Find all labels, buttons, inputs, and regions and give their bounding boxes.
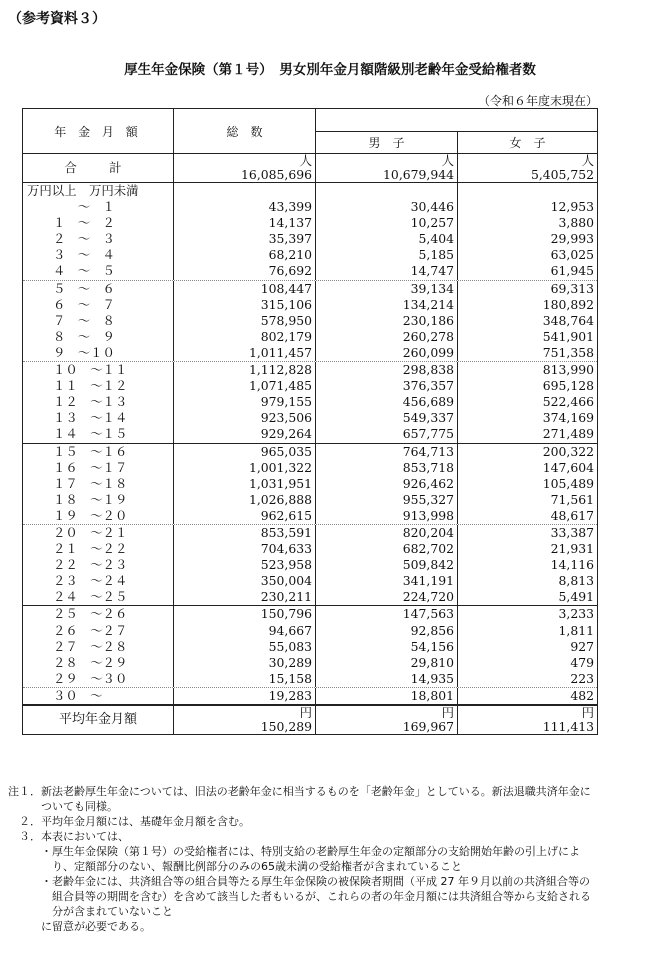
average-row: [23, 704, 597, 734]
bracket-cell: ～ １: [53, 199, 115, 215]
footnote-line: 分が含まれていないこと: [8, 905, 173, 918]
table-row: [23, 589, 597, 605]
bracket-cell: ６ ～ ７: [53, 296, 115, 312]
bracket-cell: １２ ～１３: [53, 394, 128, 410]
male-cell: 682,702: [315, 541, 457, 557]
footnote-line: に留意が必要である。: [8, 920, 151, 933]
table-row: [23, 410, 597, 426]
male-cell: 853,718: [315, 460, 457, 476]
total-cell: 14,137: [173, 215, 315, 231]
female-cell: 271,489: [457, 426, 597, 442]
total-cell: 350,004: [173, 573, 315, 589]
table-row: [23, 460, 597, 476]
range-header-row: [23, 183, 597, 199]
total-cell: 150,796: [173, 606, 315, 622]
total-male-cell: [315, 154, 457, 182]
bracket-cell: １８ ～１９: [53, 491, 128, 507]
total-cell: 1,026,888: [173, 492, 315, 508]
female-cell: 927: [457, 639, 597, 655]
male-cell: 39,134: [315, 281, 457, 297]
pension-table: [22, 108, 598, 735]
female-cell: 8,813: [457, 573, 597, 589]
total-row: [23, 154, 597, 183]
female-cell: 21,931: [457, 541, 597, 557]
bracket-cell: ２３ ～２４: [53, 573, 128, 589]
total-cell: 19,283: [173, 688, 315, 704]
total-cell: 1,001,322: [173, 460, 315, 476]
male-cell: 29,810: [315, 655, 457, 671]
total-cell: 76,692: [173, 263, 315, 279]
total-cell: 1,112,828: [173, 362, 315, 378]
table-row: [23, 671, 597, 687]
total-cell: 30,289: [173, 655, 315, 671]
total-cell: 1,071,485: [173, 378, 315, 394]
bracket-cell: ５ ～ ６: [53, 280, 115, 296]
bracket-cell: ２６ ～２７: [53, 622, 128, 638]
bracket-cell: ２５ ～２６: [53, 606, 128, 622]
table-row: [23, 524, 597, 541]
bracket-cell: ２０ ～２１: [53, 524, 128, 540]
unit-person: 人: [299, 153, 312, 168]
female-cell: 348,764: [457, 313, 597, 329]
female-cell: 63,025: [457, 247, 597, 263]
total-cell: 523,958: [173, 557, 315, 573]
female-cell: 29,993: [457, 231, 597, 247]
table-row: [23, 361, 597, 378]
male-cell: 260,278: [315, 329, 457, 345]
table-row: [23, 476, 597, 492]
total-cell: 94,667: [173, 623, 315, 639]
bracket-cell: １３ ～１４: [53, 410, 128, 426]
total-cell: 1,011,457: [173, 345, 315, 361]
bracket-cell: ２８ ～２９: [53, 654, 128, 670]
header-female: 女 子: [457, 132, 597, 154]
total-cell: 578,950: [173, 313, 315, 329]
male-cell: 230,186: [315, 313, 457, 329]
total-cell: 929,264: [173, 426, 315, 442]
bracket-cell: ２１ ～２２: [53, 541, 128, 557]
male-cell: 549,337: [315, 410, 457, 426]
female-cell: 48,617: [457, 508, 597, 524]
male-cell: 54,156: [315, 639, 457, 655]
footnote-line: ・厚生年金保険（第１号）の受給権者には、特別支給の老齢厚生年金の定額部分の支給開始年齢の引上げによ: [8, 845, 580, 858]
female-cell: 71,561: [457, 492, 597, 508]
table-row: [23, 378, 597, 394]
table-row: [23, 394, 597, 410]
total-label: 合 計: [64, 160, 132, 175]
total-cell: 43,399: [173, 199, 315, 215]
bracket-cell: ２９ ～３０: [53, 670, 128, 686]
male-cell: 10,257: [315, 215, 457, 231]
male-cell: 134,214: [315, 297, 457, 313]
footnote-line: 注１．新法老齢厚生年金については、旧法の老齢年金に相当するものを「老齢年金」としている。新法退職共済年金に: [8, 785, 591, 798]
footnote-line: ・老齢年金には、共済組合等の組合員等たる厚生年金保険の被保険者期間（平成 27 年９月以前の共済組合等の: [8, 875, 590, 888]
total-cell: 68,210: [173, 247, 315, 263]
total-cell: 315,106: [173, 297, 315, 313]
table-row: [23, 215, 597, 231]
bracket-cell: ７ ～ ８: [53, 312, 115, 328]
unit-person: 人: [581, 153, 594, 168]
table-row: [23, 199, 597, 215]
total-cell: 853,591: [173, 525, 315, 541]
male-cell: 298,838: [315, 362, 457, 378]
table-row: [23, 297, 597, 313]
table-row: [23, 573, 597, 589]
total-cell: 230,211: [173, 589, 315, 605]
female-cell: 200,322: [457, 444, 597, 460]
average-total-value: 150,289: [260, 719, 312, 734]
table-row: [23, 655, 597, 671]
female-cell: 751,358: [457, 345, 597, 361]
table-row: [23, 313, 597, 329]
male-cell: 5,185: [315, 247, 457, 263]
bracket-cell: １９ ～２０: [53, 507, 128, 523]
male-cell: 955,327: [315, 492, 457, 508]
bracket-cell: ２７ ～２８: [53, 638, 128, 654]
female-cell: 12,953: [457, 199, 597, 215]
female-cell: 69,313: [457, 281, 597, 297]
male-cell: 509,842: [315, 557, 457, 573]
table-row: [23, 557, 597, 573]
table-body: [23, 199, 597, 704]
male-cell: 92,856: [315, 623, 457, 639]
table-row: [23, 280, 597, 297]
male-cell: 14,747: [315, 263, 457, 279]
female-cell: 482: [457, 688, 597, 704]
footnote-line: ついても同様。: [8, 800, 118, 813]
reference-label: （参考資料３）: [8, 11, 106, 27]
male-cell: 341,191: [315, 573, 457, 589]
female-cell: 5,491: [457, 589, 597, 605]
total-total-value: 16,085,696: [241, 167, 312, 182]
footnote-line: り、定額部分のない、報酬比例部分のみの65歳未満の受給権者が含まれていること: [8, 860, 462, 873]
average-female-value: 111,413: [542, 719, 594, 734]
bracket-cell: ２２ ～２３: [53, 557, 128, 573]
average-male-cell: [315, 706, 457, 734]
female-cell: 3,880: [457, 215, 597, 231]
average-female-cell: [457, 706, 597, 734]
bracket-cell: １０ ～１１: [53, 362, 128, 378]
range-header: 万円以上 万円未満: [27, 183, 139, 198]
female-cell: 3,233: [457, 606, 597, 622]
total-cell: 704,633: [173, 541, 315, 557]
bracket-cell: １６ ～１７: [53, 459, 128, 475]
as-of-date: （令和６年度末現在）: [477, 94, 598, 108]
unit-yen: 円: [441, 705, 454, 720]
bracket-cell: １ ～ ２: [53, 215, 115, 231]
male-cell: 18,801: [315, 688, 457, 704]
bracket-cell: １５ ～１６: [53, 443, 128, 459]
total-cell: 55,083: [173, 639, 315, 655]
female-cell: 147,604: [457, 460, 597, 476]
bracket-cell: ３０ ～: [53, 687, 103, 703]
female-cell: 479: [457, 655, 597, 671]
total-cell: 923,506: [173, 410, 315, 426]
total-cell: 962,615: [173, 508, 315, 524]
bracket-cell: １７ ～１８: [53, 475, 128, 491]
female-cell: 541,901: [457, 329, 597, 345]
total-total-cell: [173, 154, 315, 182]
male-cell: 926,462: [315, 476, 457, 492]
table-row: [23, 623, 597, 639]
table-row: [23, 263, 597, 279]
bracket-cell: ２ ～ ３: [53, 231, 115, 247]
footnotes: [8, 784, 638, 934]
table-row: [23, 687, 597, 704]
male-cell: 147,563: [315, 606, 457, 622]
total-cell: 802,179: [173, 329, 315, 345]
total-female-cell: [457, 154, 597, 182]
female-cell: 374,169: [457, 410, 597, 426]
table-row: [23, 231, 597, 247]
male-cell: 5,404: [315, 231, 457, 247]
male-cell: 376,357: [315, 378, 457, 394]
table-row: [23, 541, 597, 557]
female-cell: 223: [457, 671, 597, 687]
female-cell: 14,116: [457, 557, 597, 573]
female-cell: 61,945: [457, 263, 597, 279]
female-cell: 695,128: [457, 378, 597, 394]
bracket-cell: ４ ～ ５: [53, 263, 115, 279]
bracket-cell: １１ ～１２: [53, 378, 128, 394]
table-row: [23, 247, 597, 263]
header-total: 総 数: [173, 109, 315, 153]
total-cell: 108,447: [173, 281, 315, 297]
table-row: [23, 492, 597, 508]
bracket-cell: ９ ～１０: [53, 344, 115, 360]
female-cell: 180,892: [457, 297, 597, 313]
bracket-cell: ８ ～ ９: [53, 328, 115, 344]
unit-yen: 円: [299, 705, 312, 720]
header-gender-group: [315, 109, 597, 153]
male-cell: 14,935: [315, 671, 457, 687]
female-cell: 33,387: [457, 525, 597, 541]
total-cell: 965,035: [173, 444, 315, 460]
total-cell: 1,031,951: [173, 476, 315, 492]
male-cell: 260,099: [315, 345, 457, 361]
bracket-cell: １４ ～１５: [53, 426, 128, 442]
male-cell: 224,720: [315, 589, 457, 605]
male-cell: 657,775: [315, 426, 457, 442]
male-cell: 820,204: [315, 525, 457, 541]
unit-person: 人: [441, 153, 454, 168]
footnote-line: ２．平均年金月額には、基礎年金月額を含む。: [8, 815, 250, 828]
female-cell: 105,489: [457, 476, 597, 492]
total-male-value: 10,679,944: [383, 167, 454, 182]
total-cell: 35,397: [173, 231, 315, 247]
header-bracket: 年 金 月 額: [54, 124, 142, 139]
table-row: [23, 426, 597, 442]
bracket-cell: ３ ～ ４: [53, 247, 115, 263]
unit-yen: 円: [581, 705, 594, 720]
header-male: 男 子: [368, 135, 405, 150]
total-cell: 15,158: [173, 671, 315, 687]
table-header: [23, 109, 597, 154]
footnote-line: ３．本表においては、: [8, 830, 129, 843]
table-row: [23, 345, 597, 361]
female-cell: 813,990: [457, 362, 597, 378]
document-title: 厚生年金保険（第１号） 男女別年金月額階級別老齢年金受給権者数: [124, 62, 536, 78]
bracket-cell: ２４ ～２５: [53, 589, 128, 605]
table-row: [23, 639, 597, 655]
female-cell: 1,811: [457, 623, 597, 639]
average-male-value: 169,967: [402, 719, 454, 734]
female-cell: 522,466: [457, 394, 597, 410]
total-female-value: 5,405,752: [530, 167, 594, 182]
table-row: [23, 508, 597, 524]
total-cell: 979,155: [173, 394, 315, 410]
male-cell: 456,689: [315, 394, 457, 410]
male-cell: 913,998: [315, 508, 457, 524]
average-total-cell: [173, 706, 315, 734]
table-row: [23, 329, 597, 345]
footnote-line: 組合員等の期間を含む）を含めて該当した者もいるが、これらの者の年金月額には共済組合等から支給される: [8, 890, 591, 903]
male-cell: 764,713: [315, 444, 457, 460]
male-cell: 30,446: [315, 199, 457, 215]
average-label: 平均年金月額: [58, 712, 137, 727]
table-row: [23, 605, 597, 622]
table-row: [23, 443, 597, 460]
